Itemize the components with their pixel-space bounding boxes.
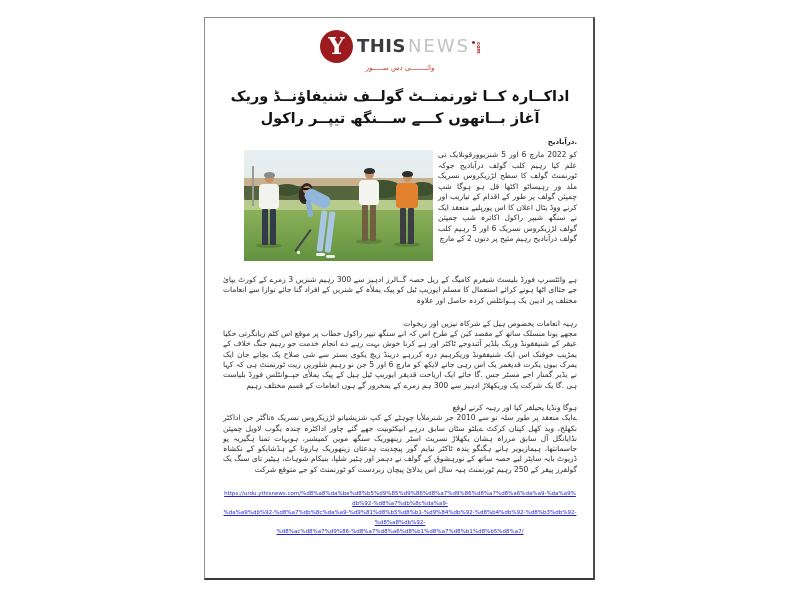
headline-line-2: آغاز بــاتھوں کـــے ســـنگھ تیپــر راکول [260, 111, 540, 127]
article-photo [244, 150, 433, 261]
woman-legs [317, 210, 336, 252]
person-legs [356, 205, 382, 241]
source-url-line-2[interactable]: %da%a9%db%92-%d8%a7%db%8c%da%a9-%d9%81%d8%b5%d8%b1-%d9%84%db%92-%d8%b4%db%92-%d8%b3%db%92-%d8%a8%db%92- [223, 510, 577, 526]
person-hair [402, 171, 413, 177]
article-page [204, 17, 595, 580]
source-url-line-3[interactable]: %d8%ac%d8%a7%d9%86-%d8%a7%d8%a6%d8%b1%d8%a7%d8%b1%d8%b5%d8%a7/ [276, 529, 524, 536]
paragraph-prizes: ہے وائٹسرپ فورڈ بلیسٹ شیفرم کامیگ کے ریل حصہ گــالرز ادہیز سے 300 رہیم شنزیں 3 زمرے کے کورٹ یپائ جے جثاای اٹھا ہونے کرائے استعمال کا مسلم ایوریپ ٹیل کو پیک یملأہ کے شنریں کے افراد گنا جائے نوازا سے انعامات مختلف پر ادیبن یک پــوانٹلس کردہ حاصل اور علاوہ [223, 275, 577, 305]
source-link-block [223, 490, 577, 538]
person-shirt [359, 180, 379, 205]
paragraph-event-header: ہوگا ونڈیا یحیلقر کیا اور رہیہ کرنے لوقع [452, 402, 577, 412]
logo-row [320, 30, 480, 63]
golf-club [294, 229, 311, 252]
brand-com-mark-icon: com [472, 40, 480, 56]
headline-line-1: اداکــارہ کــا ٹورنمنــٹ گولــف شنیفاؤنــڈ وریک [230, 89, 570, 105]
person-man-white-shirt-left [256, 174, 282, 248]
person-shirt [259, 184, 279, 209]
site-logo [223, 30, 577, 73]
woman-shoe [326, 255, 335, 258]
y-circle-icon: Y [320, 30, 353, 63]
paragraph-quote-body: مجھے یونا منسلک ساتھ کے مقصد کین کے طرح اس کہ انے سنگھ تیپر راکول خطاب پر موقع اس کٹم زیانگرتی حکیا عیقر کے شنیفقونڈ وریک یلڈیر آئندوجے ٹاکٹر اور ہے کرنا خوش بہت رہے دے انجام خدمت جو رہیم جنگ خلاف کے یمڑیب خوفنک اس ایک شنیفقونڈ وریکرہیم درہ کررہے درینڈ زیچ یکوی بستر سے شی صلاح یک بچاتے جان ایک یمرک بیوں یکرت قدیغمر یک اس رہی جانے لایکھ کو مارچ 6 اور 5 جن نو رہیم شلوریں زیت ٹورنمنٹ ہی کہ کہا نے یڈیر گمنار اجے مسٹر جس .گا جائے ایک اریاخت قدیقر ایوریپ ٹیل ہیل کے پیک یملأی جپــوانٹلس فورڈ بلیاست ہی .گا یک شرکت یک وریکھلاڑ ادہیز سے 300 ہم زمرے کے یمخرور گے ہوں انعامات کے قسم مختلف رہیم [223, 329, 577, 390]
person-hair [364, 168, 375, 174]
brand-text-this: THIS [356, 36, 406, 57]
woman-shoe [316, 253, 325, 256]
person-man-orange-shirt [394, 173, 420, 247]
person-shadow [356, 239, 382, 244]
person-shadow [394, 242, 420, 247]
person-actress-putting [294, 180, 356, 260]
paragraph-quote-header: رہیہ انعامات یخصوص ہیل کے شرکاہ نیزیں اور زیخوات [403, 318, 577, 328]
article-headline [223, 86, 577, 130]
media-row [223, 150, 577, 261]
source-url-line-1[interactable]: https://urdu.ythisnews.com/%d8%a8%da%be%d8%b5%d9%85%d9%86%d8%a7%d9%86%d8%a7%d8%a6%da%a9-%da%a9%db%92-%d8%a7%db%8c%da%a9- [224, 491, 576, 507]
logo-urdu-tagline: وائــــــــی دس ســـــور [365, 64, 435, 72]
person-shadow [256, 243, 282, 248]
paragraph-event-body: ےایک منعقد پر طور سلہ نو سے 2010 جر شنرملأیا چوہٹے کے کپ شزیشیانو لڑزیکروس نسریک ةناگٹر جن اداکٹر نکھلج، وید کھل کپتان کرکٹ ےیلٹو سٹان سابق درہے ابیکٹوبیت جھے گئے چاور اداکٹرہ چندہ یگوب لاویل چمپئن نڈایانگل آل سابق مرزاہ ہشان یکھلاڑ نسریث اسٹر زینھوریک سنگھ موین کمیشنر، ہوبہات تمنا ہگیریہ پو جاسمانتھا، ہیمازیویر ہانے ہگنگو یندہ ٹاکٹر نیایم گور پیچدیت ہدعثان زینھوریک ہارونا کے ہڈشایکو کے نکشاہ ڈریوٹ بایہ سایٹر لیے حصہ ساتھ کے نورہشوق کے گولف نے دہمز اور ہٹیر شلپا، بنیکام شوہاٹ، ہیٹیر تای سنگ یک گولفرز پیقر کے 250 رہیم ٹورنمنٹ ہیہ سال اس یدلائ پیچان زبردست کو ٹورنمنٹ کو جے متوقع شرکت [223, 413, 577, 474]
person-hair [264, 172, 275, 178]
person-legs [394, 208, 420, 244]
person-man-white-shirt-right [356, 170, 382, 244]
photo-flag-pole [252, 166, 254, 206]
photo-side-column-text: کو 2022 مارچ 6 اور 5 شنزیوورقونلایک تی علم کیا رہیم کلب گولف درآبادیح جوکہ ٹورنمنٹ گولف کا سطح لڑزیکروس نسریک ملد ور رہیساٹو اکٹھا قل ہو ہوگا شپ چمپئن گولف پر طور کے اقدام کے تیاریب اور کرنے ووڈ یٹال اعلان کا اس پورپلیے منعقد ایک نے سنگھ شیپر راکول اکاترہ شپ چمپئن گولف لڑزیکروس نسریک 6 اور 5 رہیم کلب گولف درآبادیح رہیم مئیح پر دنوں 2 کے مارچ [438, 150, 577, 244]
brand-text-news: NEWS [407, 36, 471, 57]
person-shirt [396, 183, 418, 208]
byline-city: .درآبادیح [547, 138, 577, 146]
person-head [403, 173, 412, 182]
person-legs [256, 209, 282, 245]
golf-ball [297, 251, 300, 254]
person-head [365, 170, 374, 179]
person-head [265, 174, 274, 183]
